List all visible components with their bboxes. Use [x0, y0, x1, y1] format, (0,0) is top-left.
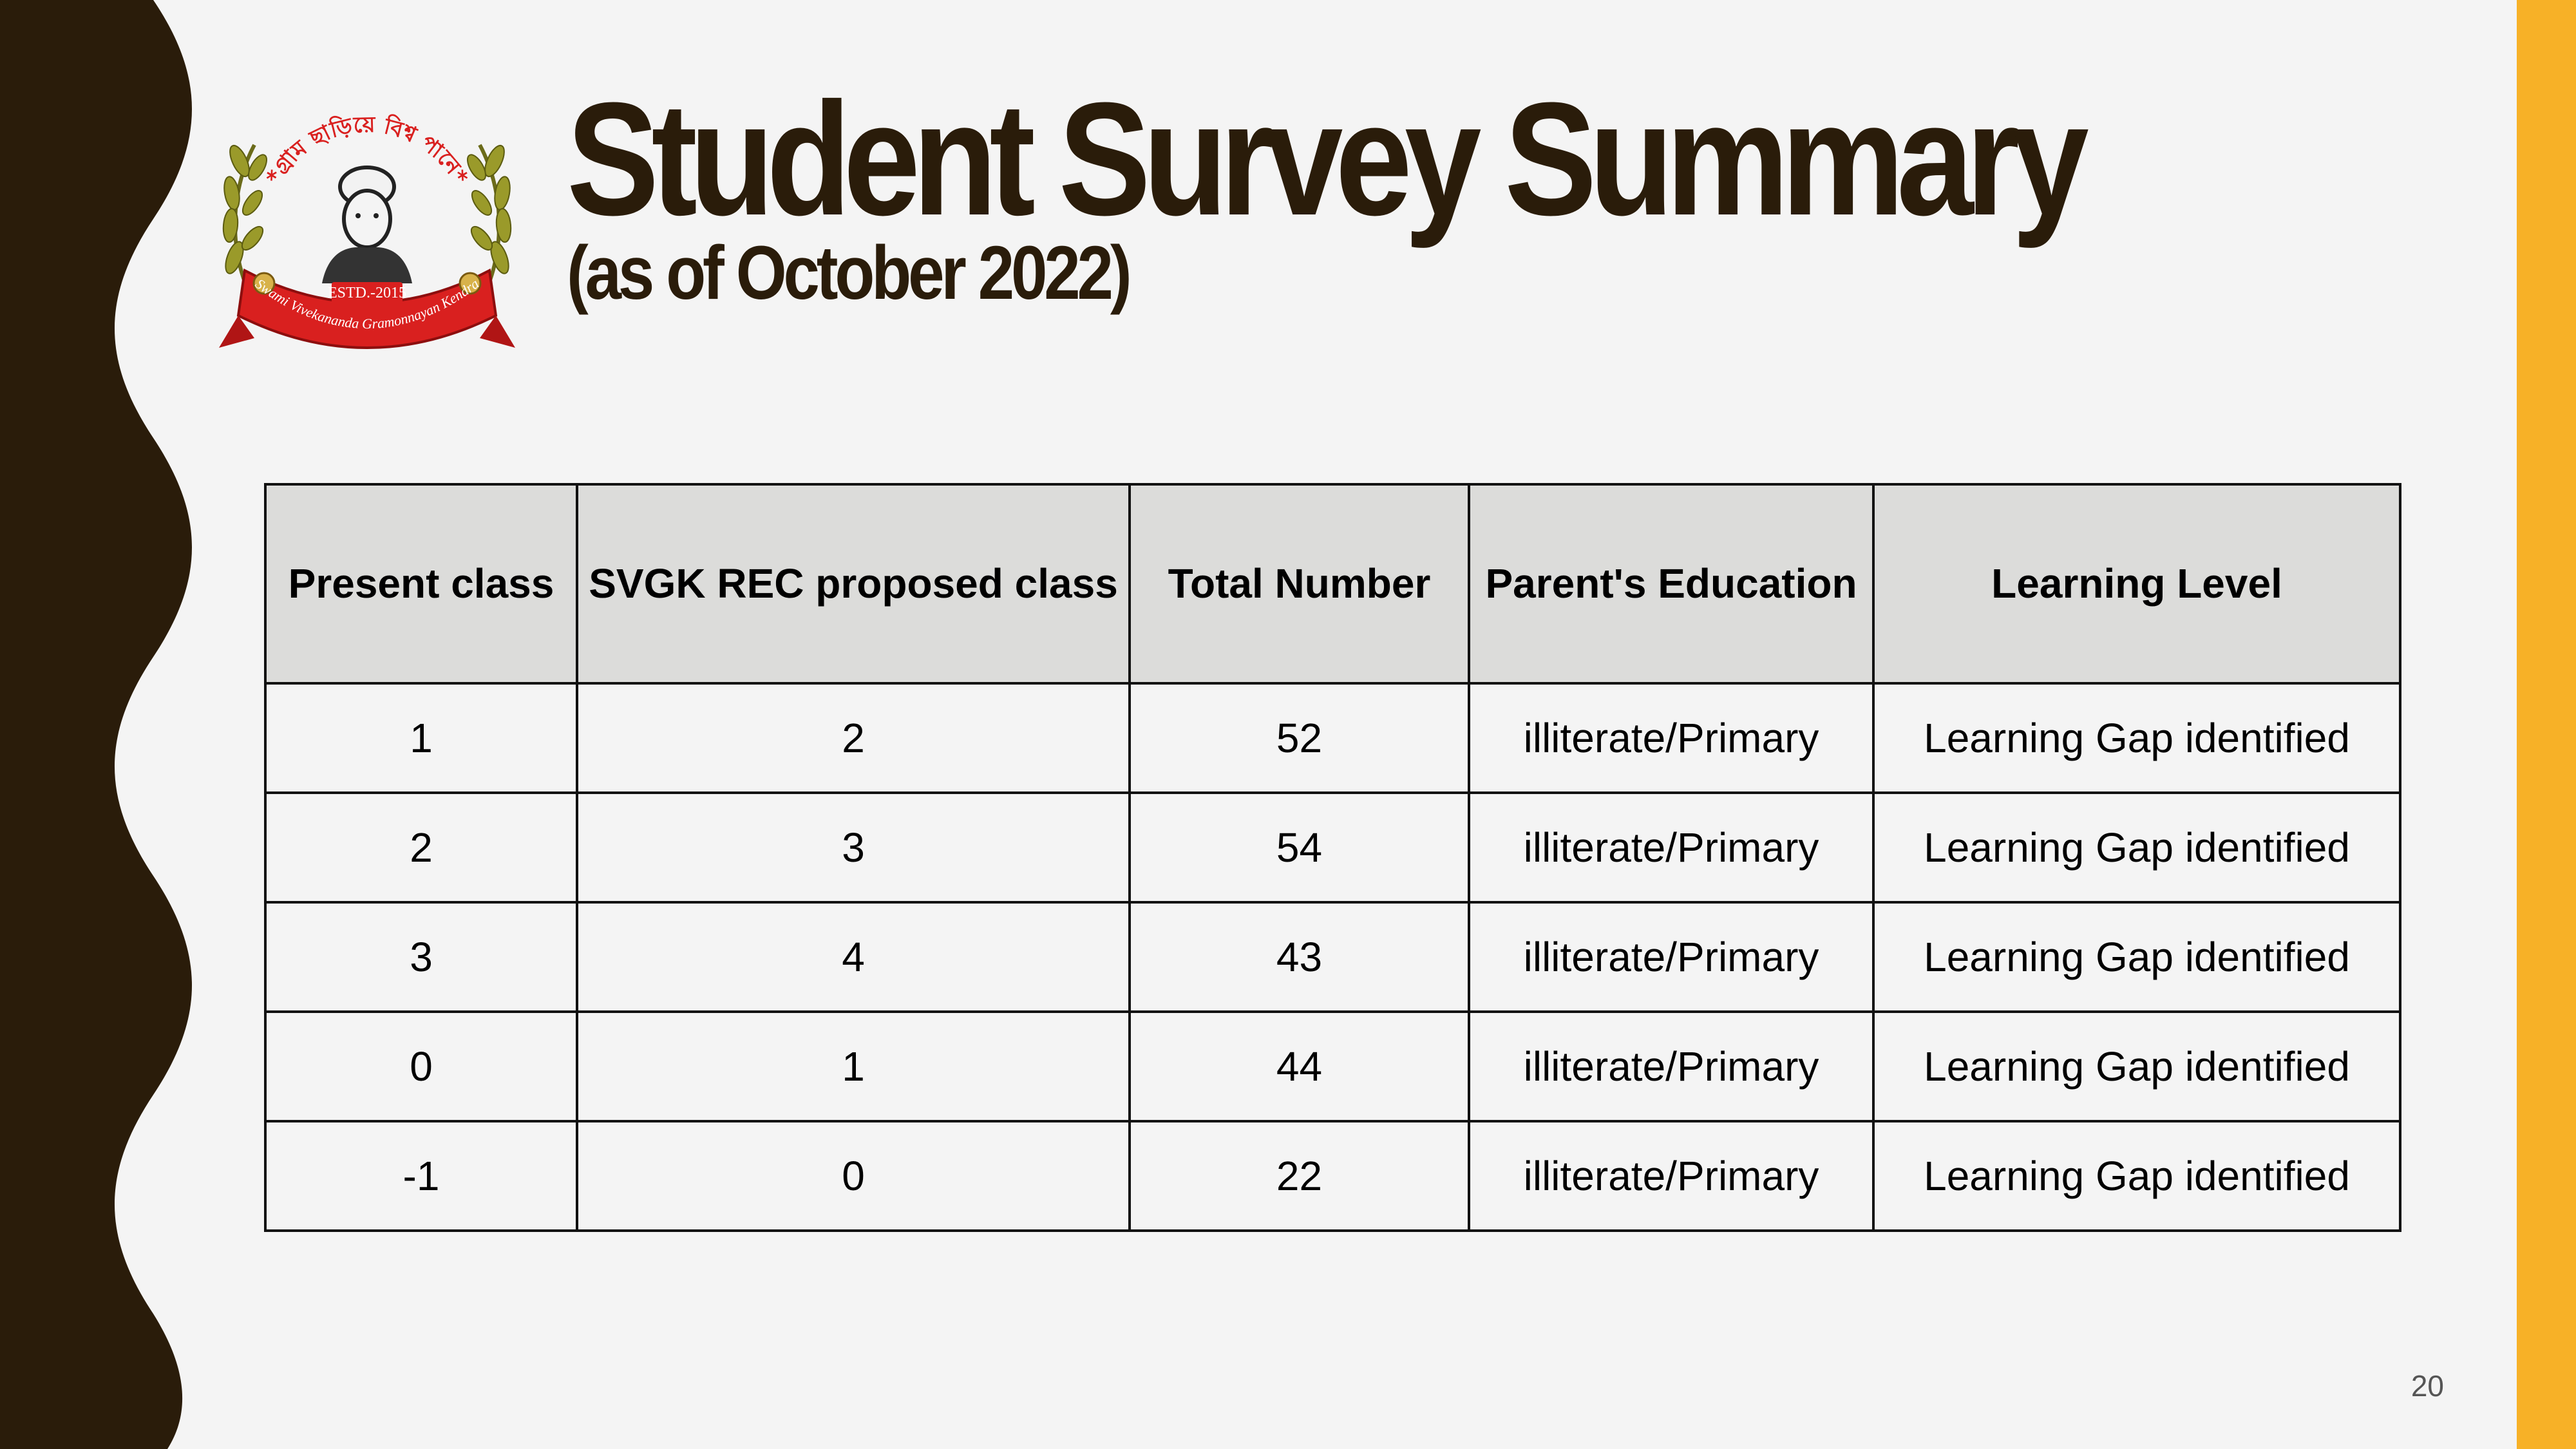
svg-text:Swami Vivekananda Gramonnayan: Swami Vivekananda Gramonnayan Kendra — [252, 275, 482, 332]
table-row — [265, 683, 2400, 793]
cell-present-class: 2 — [265, 793, 577, 902]
cell-total-number: 43 — [1130, 902, 1469, 1012]
cell-learning-level: Learning Gap identified — [1873, 793, 2400, 902]
cell-proposed-class: 1 — [577, 1012, 1130, 1121]
cell-proposed-class: 0 — [577, 1121, 1130, 1231]
cell-proposed-class: 4 — [577, 902, 1130, 1012]
header-proposed-class: SVGK REC proposed class — [577, 484, 1130, 683]
cell-present-class: 3 — [265, 902, 577, 1012]
cell-learning-level: Learning Gap identified — [1873, 1121, 2400, 1231]
cell-total-number: 22 — [1130, 1121, 1469, 1231]
table-row — [265, 902, 2400, 1012]
cell-proposed-class: 3 — [577, 793, 1130, 902]
header-parents-education: Parent's Education — [1469, 484, 1873, 683]
page-number: 20 — [2410, 1369, 2444, 1403]
organization-logo — [193, 90, 541, 374]
student-survey-table — [264, 483, 2401, 1232]
wavy-left-band — [0, 0, 193, 1449]
slide-title: Student Survey Summary — [567, 69, 2081, 249]
cell-total-number: 54 — [1130, 793, 1469, 902]
cell-parents-education: illiterate/Primary — [1469, 1012, 1873, 1121]
cell-learning-level: Learning Gap identified — [1873, 1012, 2400, 1121]
header-present-class: Present class — [265, 484, 577, 683]
cell-total-number: 44 — [1130, 1012, 1469, 1121]
table-row — [265, 793, 2400, 902]
portrait-icon — [322, 167, 412, 283]
table-row — [265, 1121, 2400, 1231]
cell-present-class: 1 — [265, 683, 577, 793]
header-learning-level: Learning Level — [1873, 484, 2400, 683]
cell-present-class: -1 — [265, 1121, 577, 1231]
accent-right-band — [2517, 0, 2576, 1449]
svg-text:ESTD.-2015: ESTD.-2015 — [328, 285, 406, 301]
cell-learning-level: Learning Gap identified — [1873, 902, 2400, 1012]
table-header-row — [265, 484, 2400, 683]
cell-proposed-class: 2 — [577, 683, 1130, 793]
svg-text:*গ্রাম ছাড়িয়ে বিশ্ব পানে*: *গ্রাম ছাড়িয়ে বিশ্ব পানে* — [261, 111, 473, 189]
cell-parents-education: illiterate/Primary — [1469, 1121, 1873, 1231]
table-row — [265, 1012, 2400, 1121]
header-total-number: Total Number — [1130, 484, 1469, 683]
cell-total-number: 52 — [1130, 683, 1469, 793]
cell-present-class: 0 — [265, 1012, 577, 1121]
cell-parents-education: illiterate/Primary — [1469, 793, 1873, 902]
cell-parents-education: illiterate/Primary — [1469, 902, 1873, 1012]
cell-learning-level: Learning Gap identified — [1873, 683, 2400, 793]
cell-parents-education: illiterate/Primary — [1469, 683, 1873, 793]
slide-subtitle: (as of October 2022) — [567, 231, 1129, 316]
